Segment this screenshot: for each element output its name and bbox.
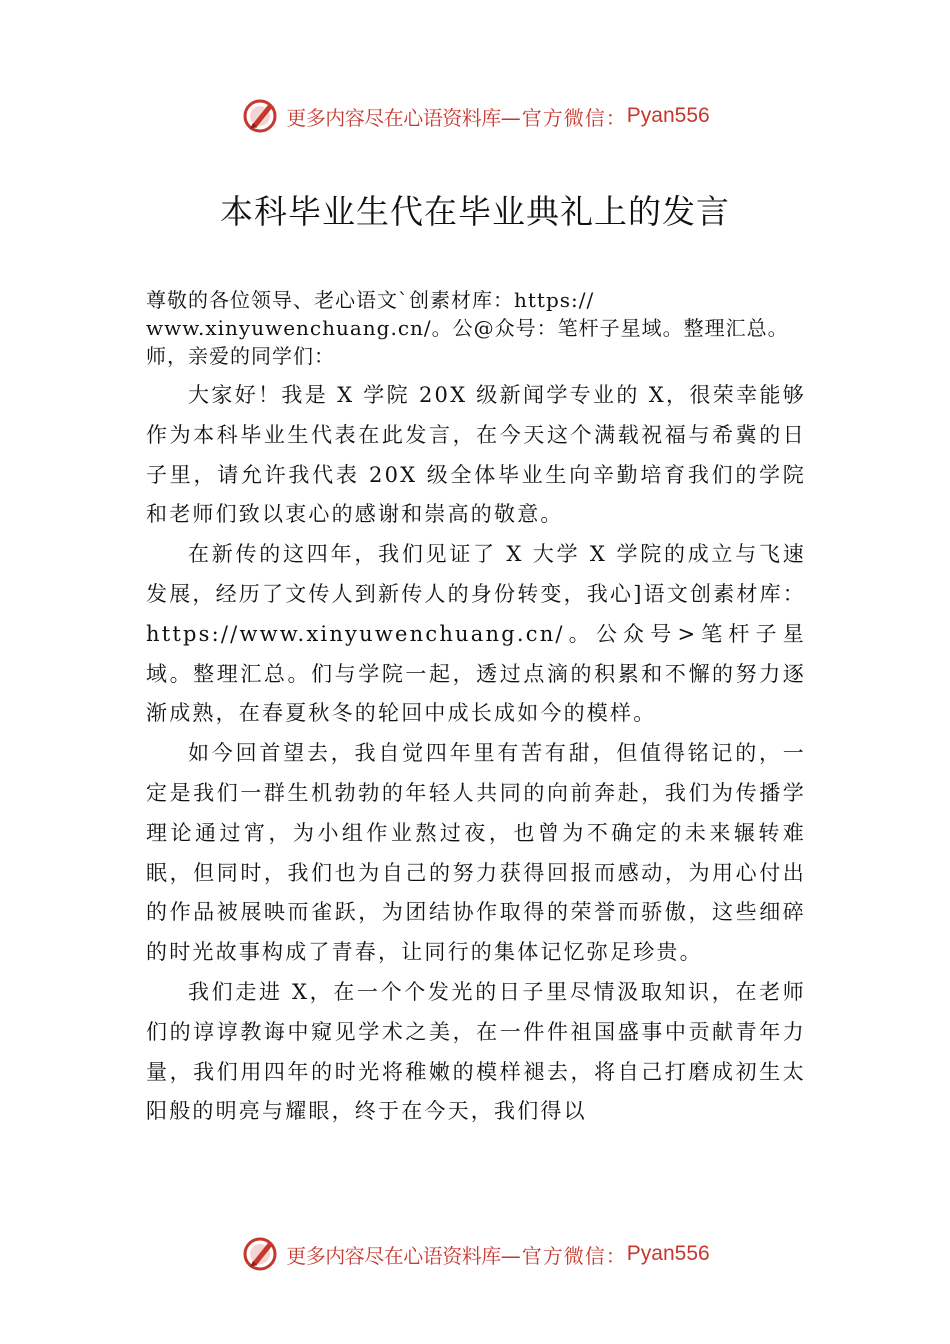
pen-nib-logo-icon xyxy=(240,1233,282,1275)
banner-wechat-id: Pyan556 xyxy=(626,1242,710,1265)
banner-wechat-id: Pyan556 xyxy=(626,104,710,127)
paragraph: 大家好！我是 X 学院 20X 级新闻学专业的 X，很荣幸能够作为本科毕业生代表在此发言，在今天这个满载祝福与希冀的日子里，请允许我代表 20X 级全体毕业生向辛勤培育我们的学院和老师们致以衷心的感谢和崇高的敬意。 xyxy=(146,383,806,527)
banner-wechat-label: —官方微信： xyxy=(500,105,627,130)
salutation-line: 师，亲爱的同学们： xyxy=(146,344,335,368)
banner-promo-text: 更多内容尽在心语资料库 xyxy=(286,105,501,130)
paragraph: 如今回首望去，我自觉四年里有苦有甜，但值得铭记的，一定是我们一群生机勃勃的年轻人共同的向前奔赴，我们为传播学理论通过宵，为小组作业熬过夜，也曾为不确定的未来辗转难眠，但同时，我们也为自己的努力获得回报而感动，为用心付出的作品被展映而雀跃，为团结协作取得的荣誉而骄傲，这些细碎的时光故事构成了青春，让同行的集体记忆弥足珍贵。 xyxy=(146,741,806,965)
paragraph: 在新传的这四年，我们见证了 X 大学 X 学院的成立与飞速发展，经历了文传人到新传人的身份转变，我心]语文创素材库：https://www.xinyuwenchuang.cn/。公众号>笔杆子星域。整理汇总。们与学院一起，透过点滴的积累和不懈的努力逐渐成熟，在春夏秋冬的轮回中成长成如今的模样。 xyxy=(146,542,806,726)
header-banner xyxy=(0,94,950,138)
paragraph: 我们走进 X，在一个个发光的日子里尽情汲取知识，在老师们的谆谆教诲中窥见学术之美，在一件件祖国盛事中贡献青年力量，我们用四年的时光将稚嫩的模样褪去，将自己打磨成初生太阳般的明亮与耀眼，终于在今天，我们得以 xyxy=(146,979,806,1124)
banner-wechat-label: —官方微信： xyxy=(500,1243,627,1268)
footer-banner xyxy=(0,1232,950,1276)
salutation xyxy=(146,286,866,370)
pen-nib-logo-icon xyxy=(240,95,282,137)
salutation-line: 尊敬的各位领导、老心语文`创素材库：https:// xyxy=(146,288,595,312)
banner-promo-text: 更多内容尽在心语资料库 xyxy=(286,1243,501,1268)
page-title: 本科毕业生代在毕业典礼上的发言 xyxy=(220,192,730,231)
speech-body xyxy=(146,376,806,1132)
salutation-line: www.xinyuwenchuang.cn/。公@众号：笔杆子星域。整理汇总。 xyxy=(146,316,789,340)
